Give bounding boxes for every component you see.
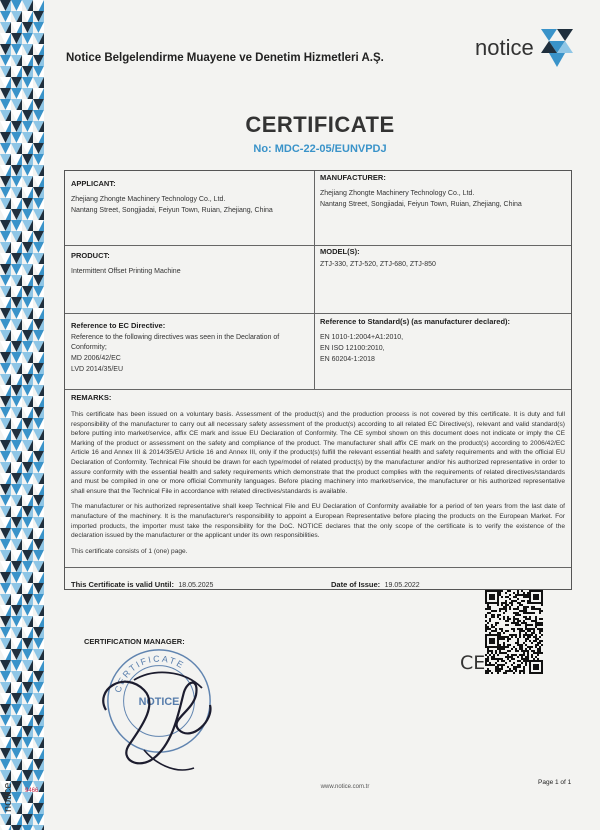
validity-date: 18.05.2025 [178, 582, 214, 589]
remarks-section [71, 393, 565, 562]
qr-code-icon [485, 590, 543, 648]
manufacturer-address: Nantang Street, Songjiadai, Feiyun Town, Ruian, Zhejiang, China [320, 201, 522, 208]
manufacturer-section [320, 173, 565, 210]
ec-directive-item: LVD 2014/35/EU [71, 366, 124, 373]
footer-logo-text: notice [2, 782, 14, 812]
certificate-number: No: MDC-22-05/EUNVPDJ [253, 143, 387, 155]
qr-code-lower-icon [485, 648, 543, 674]
manufacturer-label: MANUFACTURER: [320, 173, 386, 182]
standard-item: EN 1010-1:2004+A1:2010, [320, 334, 404, 341]
validity-row [71, 574, 213, 592]
models-value: ZTJ-330, ZTJ-520, ZTJ-680, ZTJ-850 [320, 261, 436, 268]
standard-item: EN 60204-1:2018 [320, 356, 375, 363]
validity-label: This Certificate is valid Until: [71, 580, 174, 589]
product-value: Intermittent Offset Printing Machine [71, 268, 181, 275]
certificate-title: CERTIFICATE [245, 112, 395, 137]
document-number: 9466 [25, 788, 39, 794]
ce-mark-icon: CE [460, 652, 486, 674]
footer-website: www.notice.com.tr [320, 784, 370, 790]
ec-directive-section [71, 321, 311, 375]
svg-text:NOTICE: NOTICE [138, 695, 180, 708]
svg-text:CERTIFICATE: CERTIFICATE [112, 653, 187, 694]
issuer-company-name: Notice Belgelendirme Muayene ve Denetim Hizmetleri A.Ş. [66, 52, 384, 64]
applicant-label: APPLICANT: [71, 179, 116, 188]
ec-directive-label: Reference to EC Directive: [71, 321, 166, 330]
product-section [71, 251, 309, 277]
product-label: PRODUCT: [71, 251, 110, 260]
issue-label: Date of Issue: [331, 580, 381, 589]
applicant-section [71, 179, 309, 216]
applicant-name: Zhejiang Zhongte Machinery Technology Co., Ltd. [71, 196, 226, 203]
manufacturer-name: Zhejiang Zhongte Machinery Technology Co., Ltd. [320, 190, 475, 197]
certification-manager-label: CERTIFICATION MANAGER: [84, 637, 185, 646]
applicant-address: Nantang Street, Songjiadai, Feiyun Town, Ruian, Zhejiang, China [71, 207, 273, 214]
remarks-paragraph: The manufacturer or his authorized representative shall keep Technical File and EU Declaration of Conformity available for a period of ten years from the last date of manufacture of the machinery. It is the manufacturer's responsibility to appoint a European Representative before placing the products on the European Market. For imported products, the importer must take the responsibility for the DoC. NOTICE declares that the only scope of the certificate is to verify the existence of the declaration issued by the manufacturer or the applicant under its own responsibilities. [71, 503, 565, 540]
notice-logo [475, 25, 575, 75]
standards-label: Reference to Standard(s) (as manufacturer declared): [320, 317, 511, 326]
standard-item: EN ISO 12100:2010, [320, 345, 385, 352]
remarks-page-count: This certificate consists of 1 (one) page. [71, 547, 188, 555]
issue-date: 19.05.2022 [384, 582, 420, 589]
remarks-paragraph: This certificate has been issued on a voluntary basis. Assessment of the product(s) and the production process is not covered by this certificate. It is duty and full responsibility of the manufacturer to carry out all necessary safety assessment of the product(s) according to all related EC Directive(s), relevant and valid standard(s) before putting into market/service, affix CE mark and issue EU Declaration of Conformity. The CE symbol shown on this document does not indicate or imply the CE Marking of the product or assessment on the safety and compliance of the product. The manufacturer shall affix CE mark on the product(s) according to 2006/42/EC Article 16 and Annex III & 2014/35/EU Article 16 and Annex III, only if the product(s) fulfill the relevant essential health and safety requirements and with the official EU Declaration of Conformity. Technical File should be drawn for each type/model of related product(s) by the manufacturer and/or his authorized representative in order to assure conformity with the essential health and safety requirements which demonstrate that the product complies with the requirements of related directives/standards and must be compiled in one or more official Community languages. Before placing machinery into market/service, the manufacturer or his authorized representative shall ensure that the Technical File in accordance with related directives/standards is available. [71, 411, 565, 495]
models-label: MODEL(S): [320, 247, 360, 256]
models-section [320, 247, 565, 270]
page-number: Page 1 of 1 [538, 779, 572, 786]
remarks-label: REMARKS: [71, 393, 112, 402]
logo-triangles-icon [541, 27, 573, 71]
ec-directive-intro: Reference to the following directives was seen in the Declaration of Conformity; [71, 334, 280, 351]
certificate-table [64, 170, 572, 590]
standards-section [320, 317, 565, 365]
manager-signature [84, 650, 234, 780]
logo-text: notice [475, 35, 534, 60]
issue-row [331, 574, 420, 592]
ec-directive-item: MD 2006/42/EC [71, 355, 121, 362]
